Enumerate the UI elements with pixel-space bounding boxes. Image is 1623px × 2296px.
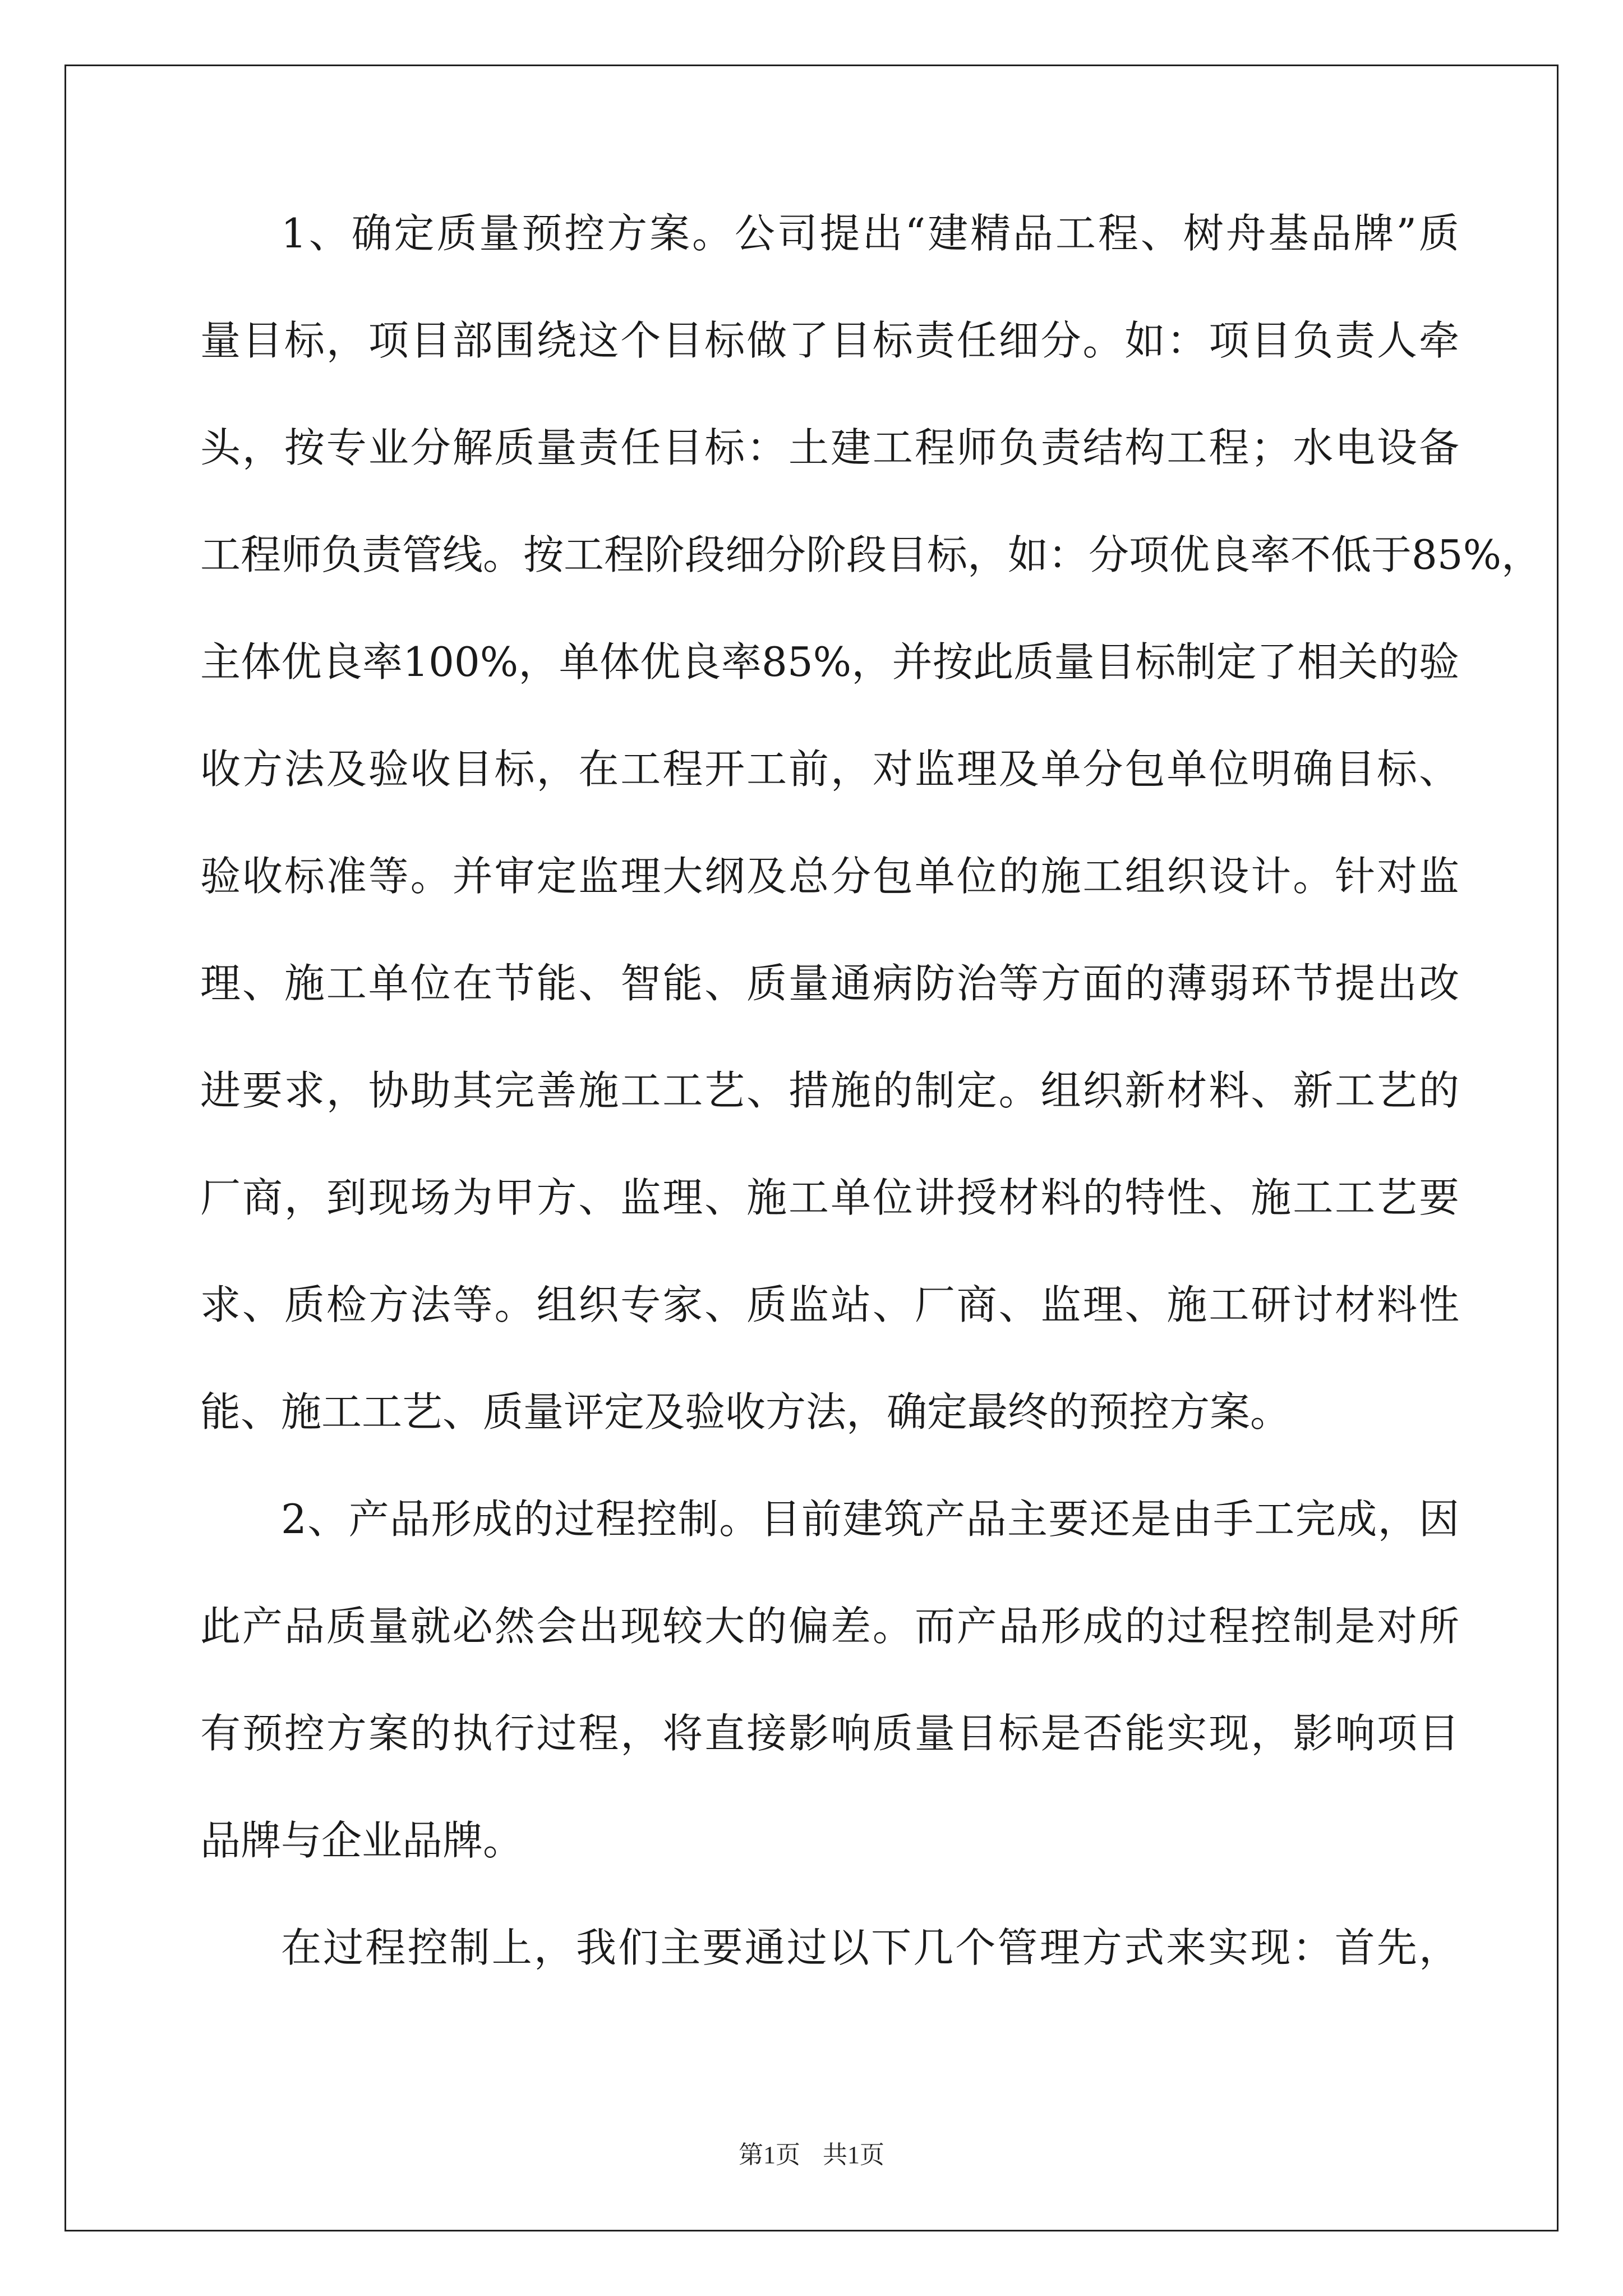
page-footer <box>0 2134 1623 2170</box>
paragraph-line: 在过程控制上，我们主要通过以下几个管理方式来实现：首先， <box>281 1924 1459 1971</box>
paragraph-line: 验收标准等。并审定监理大纲及总分包单位的施工组织设计。针对监 <box>200 853 1459 900</box>
paragraph-line: 有预控方案的执行过程，将直接影响质量目标是否能实现，影响项目 <box>200 1710 1459 1757</box>
paragraph-line: 此产品质量就必然会出现较大的偏差。而产品形成的过程控制是对所 <box>200 1603 1459 1650</box>
paragraph-line: 理、施工单位在节能、智能、质量通病防治等方面的薄弱环节提出改 <box>200 960 1459 1007</box>
paragraph-line: 主体优良率100%，单体优良率85%，并按此质量目标制定了相关的验 <box>200 638 1459 685</box>
paragraph-line: 收方法及验收目标，在工程开工前，对监理及单分包单位明确目标、 <box>200 746 1459 793</box>
page-number: 第1页 <box>739 2141 800 2169</box>
page-total: 共1页 <box>823 2141 884 2169</box>
paragraph-line: 求、质检方法等。组织专家、质监站、厂商、监理、施工研讨材料性 <box>200 1281 1459 1328</box>
paragraph-line: 2、产品形成的过程控制。目前建筑产品主要还是由手工完成，因 <box>281 1496 1459 1543</box>
paragraph-line: 品牌与企业品牌。 <box>200 1817 524 1864</box>
paragraph-line: 头，按专业分解质量责任目标：土建工程师负责结构工程；水电设备 <box>200 424 1459 471</box>
paragraph-line: 量目标，项目部围绕这个目标做了目标责任细分。如：项目负责人牵 <box>200 317 1459 364</box>
paragraph-line: 工程师负责管线。按工程阶段细分阶段目标，如：分项优良率不低于85%， <box>200 531 1542 578</box>
paragraph-line: 能、施工工艺、质量评定及验收方法，确定最终的预控方案。 <box>200 1388 1291 1435</box>
paragraph-line: 进要求，协助其完善施工工艺、措施的制定。组织新材料、新工艺的 <box>200 1067 1459 1114</box>
paragraph-line: 厂商，到现场为甲方、监理、施工单位讲授材料的特性、施工工艺要 <box>200 1174 1459 1221</box>
document-body <box>200 210 1542 2035</box>
paragraph-line: 1、确定质量预控方案。公司提出“建精品工程、树舟基品牌”质 <box>281 210 1459 257</box>
